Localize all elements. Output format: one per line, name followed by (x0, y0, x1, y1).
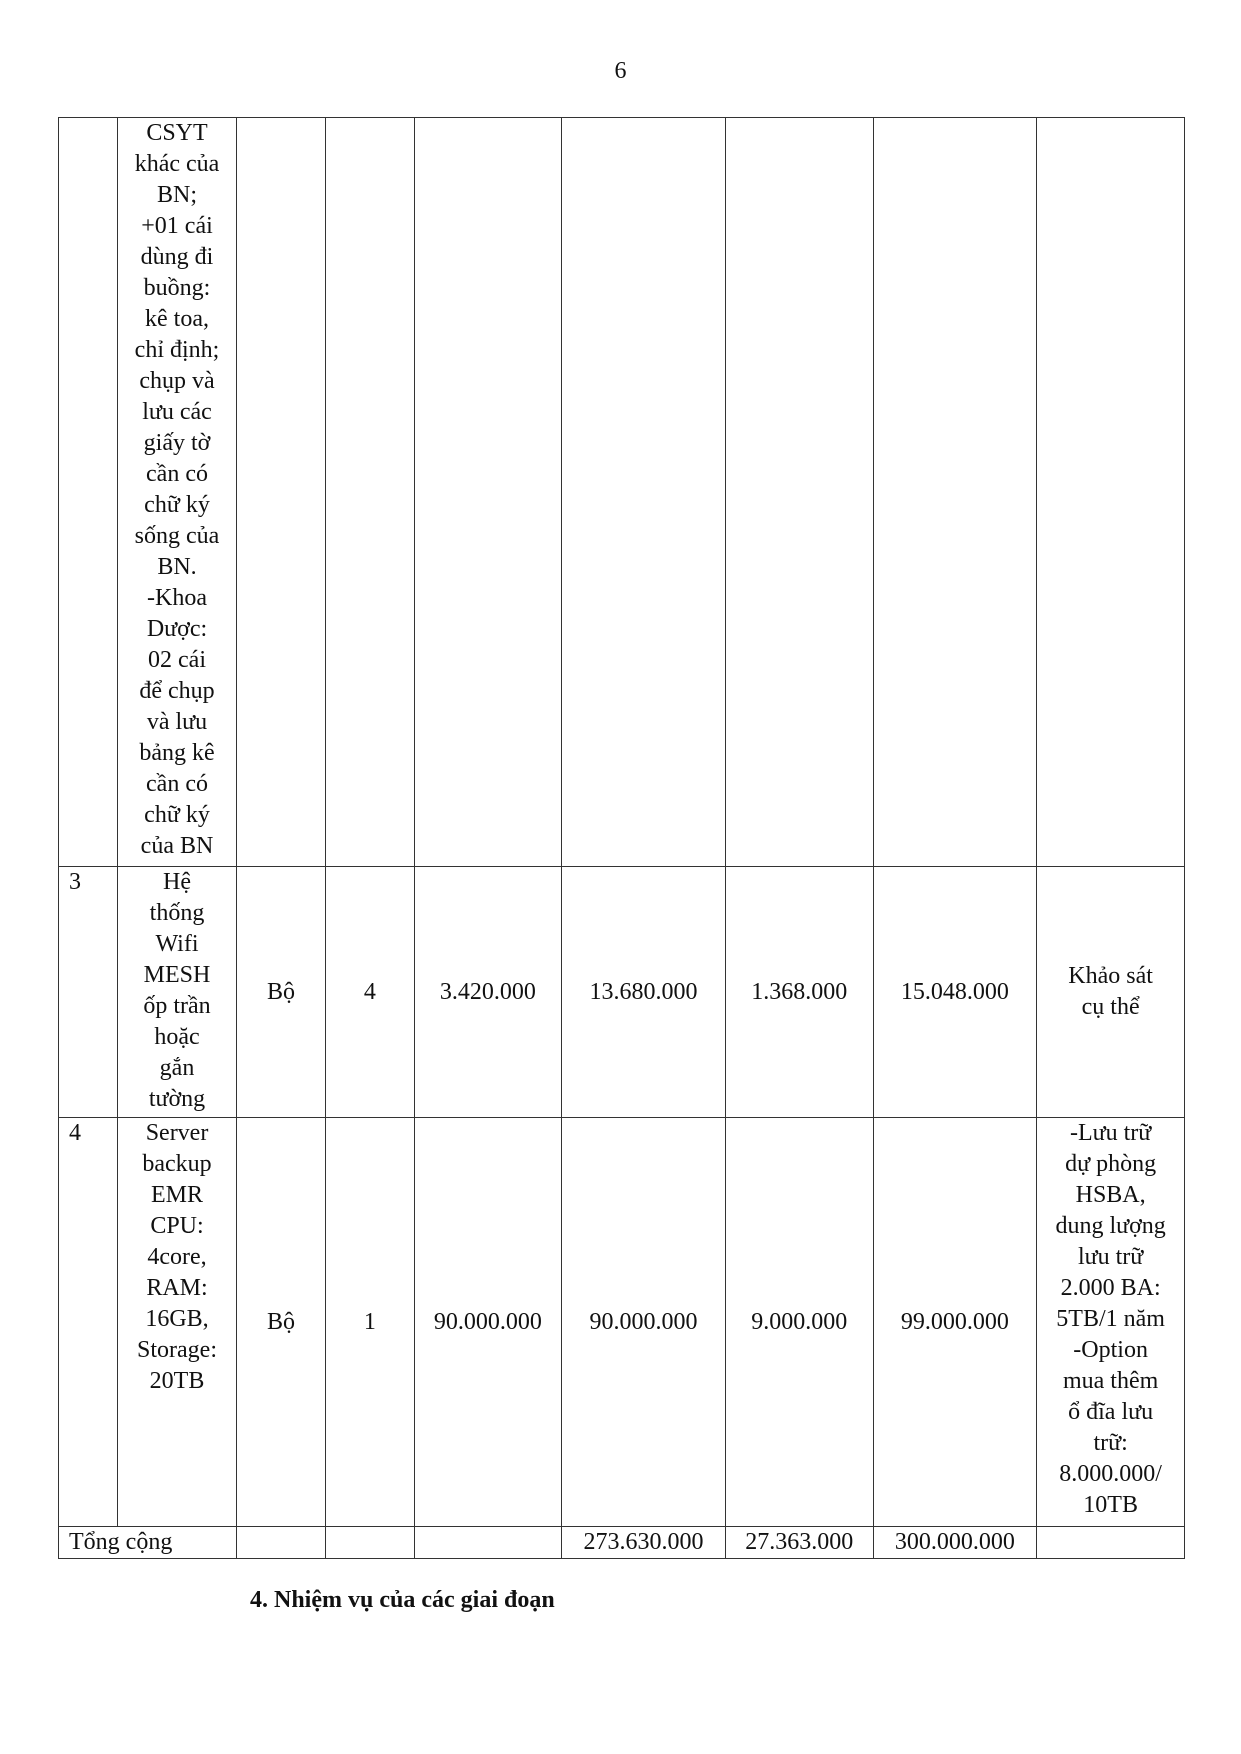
stt-cell: 3 (59, 867, 118, 1118)
unit-price-cell (414, 118, 562, 867)
note-cell (1037, 1118, 1185, 1527)
text-line: Server (145, 1120, 209, 1146)
text-line: +01 cái (141, 213, 213, 239)
total-amount-cell: 273.630.000 (562, 1527, 726, 1559)
text-line: và lưu (146, 709, 208, 735)
text-line: CPU: (150, 1213, 204, 1239)
text-line: thống (149, 900, 205, 926)
total-cell: 15.048.000 (873, 867, 1037, 1118)
amount-cell (562, 118, 726, 867)
empty-cell (1037, 1527, 1185, 1559)
note-cell (1037, 118, 1185, 867)
text-line: để chụp (139, 678, 215, 704)
item-name-lines (122, 1118, 232, 1397)
text-line: cụ thể (1081, 994, 1140, 1020)
quantity-cell: 4 (326, 867, 414, 1118)
text-line: -Lưu trữ (1069, 1120, 1152, 1146)
quantity-cell: 1 (326, 1118, 414, 1527)
text-line: cần có (146, 461, 208, 487)
vat-cell: 9.000.000 (725, 1118, 873, 1527)
text-line: gắn (159, 1055, 195, 1081)
stt-cell (59, 118, 118, 867)
text-line: giấy tờ (143, 430, 211, 456)
text-line: 4core, (147, 1244, 207, 1270)
text-line: 02 cái (148, 647, 206, 673)
text-line: dự phòng (1065, 1151, 1157, 1177)
empty-cell (326, 1527, 414, 1559)
table-row (59, 1118, 1185, 1527)
text-line: 20TB (149, 1368, 205, 1394)
text-line: Storage: (137, 1337, 217, 1363)
text-line: chỉ định; (134, 337, 220, 363)
equipment-table (58, 117, 1185, 1559)
text-line: cần có (146, 771, 208, 797)
text-line: ổ đĩa lưu (1068, 1399, 1154, 1425)
vat-cell (725, 118, 873, 867)
text-line: 10TB (1083, 1492, 1138, 1518)
text-line: backup (142, 1151, 212, 1177)
text-line: Khảo sát (1068, 963, 1153, 989)
text-line: Wifi (155, 931, 199, 957)
unit-price-cell: 90.000.000 (414, 1118, 562, 1527)
text-line: RAM: (146, 1275, 208, 1301)
empty-cell (236, 1527, 325, 1559)
quantity-cell (326, 118, 414, 867)
total-cell: 99.000.000 (873, 1118, 1037, 1527)
text-line: sống của (134, 523, 220, 549)
grand-total-cell: 300.000.000 (873, 1527, 1037, 1559)
text-line: kê toa, (145, 306, 209, 332)
unit-cell: Bộ (236, 1118, 325, 1527)
total-cell (873, 118, 1037, 867)
text-line: chữ ký (144, 492, 210, 518)
text-line: lưu các (142, 399, 212, 425)
total-label: Tổng cộng (59, 1527, 237, 1559)
note-cell (1037, 867, 1185, 1118)
item-name-cell (118, 118, 237, 867)
text-line: dùng đi (140, 244, 214, 270)
item-name-cell (118, 1118, 237, 1527)
item-name-cell (118, 867, 237, 1118)
text-line: Hệ (163, 869, 191, 895)
page-number: 6 (614, 58, 627, 84)
unit-cell (236, 118, 325, 867)
item-name-lines (122, 118, 232, 862)
text-line: MESH (143, 962, 211, 988)
text-line: khác của (134, 151, 220, 177)
text-line: -Option (1073, 1337, 1148, 1363)
section-heading: 4. Nhiệm vụ của các giai đoạn (250, 1587, 555, 1613)
amount-cell: 90.000.000 (562, 1118, 726, 1527)
text-line: 8.000.000/ (1059, 1461, 1162, 1487)
unit-price-cell: 3.420.000 (414, 867, 562, 1118)
text-line: -Khoa (147, 585, 207, 611)
text-line: 2.000 BA: (1060, 1275, 1161, 1301)
text-line: HSBA, (1075, 1182, 1146, 1208)
text-line: lưu trữ (1077, 1244, 1144, 1270)
text-line: 5TB/1 năm (1056, 1306, 1165, 1332)
text-line: ốp trần (143, 993, 211, 1019)
text-line: mua thêm (1062, 1368, 1159, 1394)
text-line: trữ: (1093, 1430, 1128, 1456)
text-line: buồng: (143, 275, 211, 301)
total-row (59, 1527, 1185, 1559)
text-line: bảng kê (139, 740, 215, 766)
text-line: CSYT (146, 120, 208, 146)
text-line: chữ ký (144, 802, 210, 828)
text-line: EMR (151, 1182, 204, 1208)
text-line: chụp và (139, 368, 215, 394)
text-line: BN; (157, 182, 198, 208)
text-line: của BN (140, 833, 214, 859)
empty-cell (414, 1527, 562, 1559)
text-line: BN. (157, 554, 197, 580)
text-line: 16GB, (145, 1306, 209, 1332)
amount-cell: 13.680.000 (562, 867, 726, 1118)
table-row (59, 118, 1185, 867)
note-lines (1041, 1118, 1180, 1521)
text-line: hoặc (154, 1024, 200, 1050)
stt-cell: 4 (59, 1118, 118, 1527)
total-vat-cell: 27.363.000 (725, 1527, 873, 1559)
item-name-lines (122, 867, 232, 1115)
note-lines (1041, 961, 1180, 1023)
unit-cell: Bộ (236, 867, 325, 1118)
table-row (59, 867, 1185, 1118)
text-line: Dược: (146, 616, 208, 642)
text-line: tường (148, 1086, 206, 1112)
vat-cell: 1.368.000 (725, 867, 873, 1118)
text-line: dung lượng (1055, 1213, 1166, 1239)
